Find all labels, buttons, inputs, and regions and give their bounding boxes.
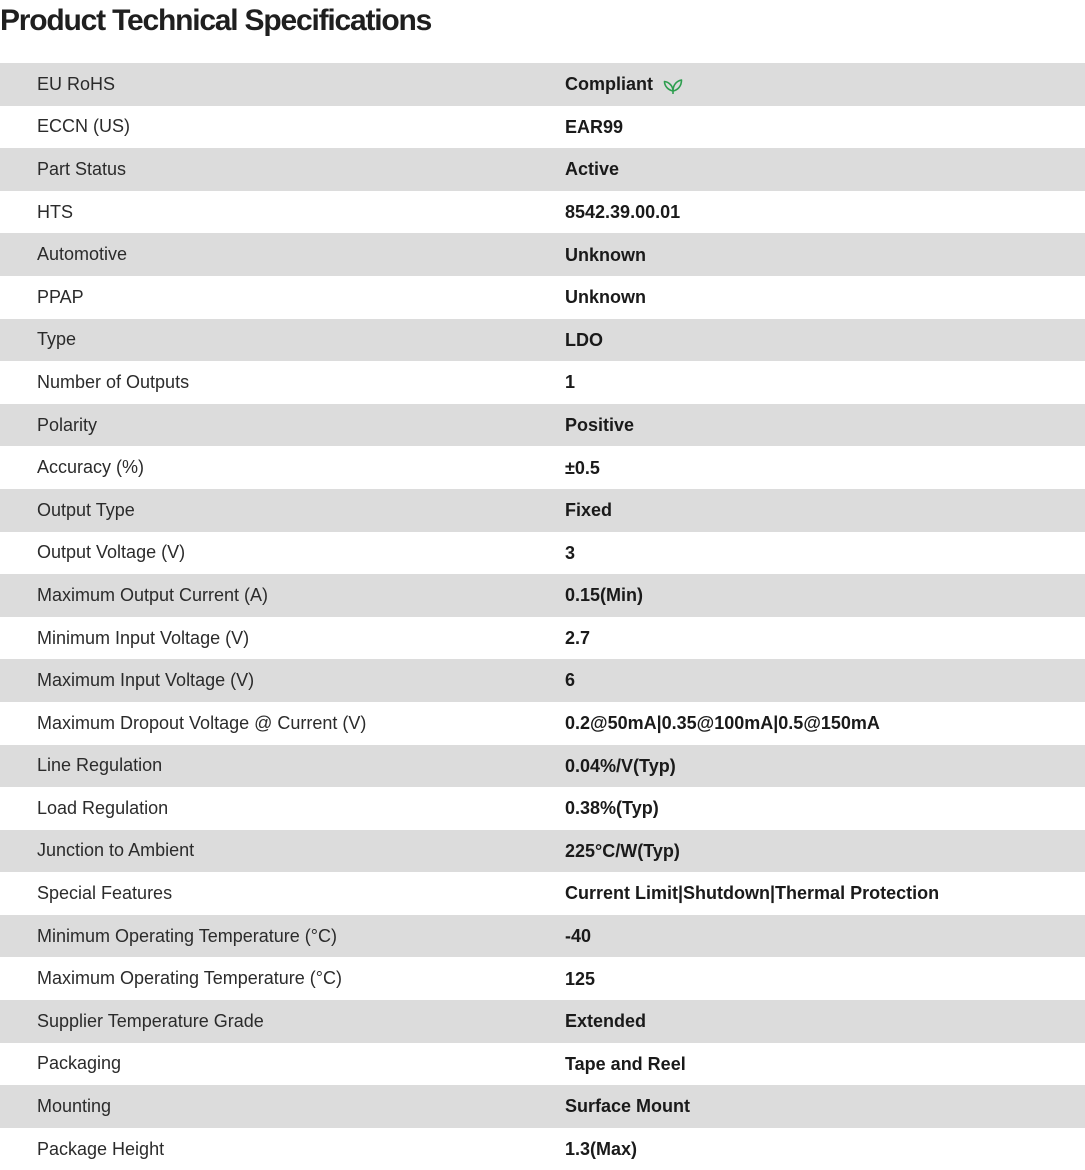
spec-value: 2.7 <box>565 627 591 648</box>
spec-row <box>0 233 1085 276</box>
spec-row <box>0 659 1085 702</box>
spec-row <box>0 872 1085 915</box>
spec-value-cell <box>565 446 1085 489</box>
spec-value-cell <box>565 617 1085 660</box>
spec-row <box>0 1128 1085 1170</box>
spec-label: Polarity <box>0 404 565 447</box>
spec-value-cell <box>565 702 1085 745</box>
spec-value: ±0.5 <box>565 457 600 478</box>
spec-value-cell <box>565 745 1085 788</box>
spec-value-cell <box>565 148 1085 191</box>
spec-row <box>0 63 1085 106</box>
spec-row <box>0 148 1085 191</box>
spec-value: Current Limit|Shutdown|Thermal Protection <box>565 883 940 904</box>
spec-label: EU RoHS <box>0 63 565 106</box>
spec-row <box>0 106 1085 149</box>
spec-label: Load Regulation <box>0 787 565 830</box>
leaf-icon <box>663 76 683 94</box>
spec-row <box>0 1000 1085 1043</box>
spec-row <box>0 446 1085 489</box>
spec-label: PPAP <box>0 276 565 319</box>
spec-value: Extended <box>565 1011 647 1032</box>
spec-value: 1 <box>565 372 576 393</box>
spec-row <box>0 361 1085 404</box>
spec-row <box>0 617 1085 660</box>
spec-value: 0.38%(Typ) <box>565 798 659 819</box>
spec-value: EAR99 <box>565 116 624 137</box>
spec-value-cell <box>565 276 1085 319</box>
spec-row <box>0 702 1085 745</box>
spec-value: LDO <box>565 329 603 350</box>
spec-value-cell <box>565 830 1085 873</box>
spec-label: HTS <box>0 191 565 234</box>
spec-table <box>0 63 1085 1170</box>
spec-value: 0.2@50mA|0.35@100mA|0.5@150mA <box>565 713 880 734</box>
spec-row <box>0 915 1085 958</box>
spec-label: Type <box>0 319 565 362</box>
spec-value-cell <box>565 532 1085 575</box>
spec-value-cell <box>565 787 1085 830</box>
spec-value: 3 <box>565 542 576 563</box>
spec-row <box>0 957 1085 1000</box>
spec-row <box>0 276 1085 319</box>
spec-value-cell <box>565 659 1085 702</box>
page-title: Product Technical Specifications <box>0 4 432 37</box>
spec-value: Active <box>565 159 620 180</box>
spec-value: 6 <box>565 670 576 691</box>
spec-value: 0.15(Min) <box>565 585 644 606</box>
spec-label: Maximum Operating Temperature (°C) <box>0 957 565 1000</box>
spec-label: Number of Outputs <box>0 361 565 404</box>
spec-row <box>0 1085 1085 1128</box>
spec-row <box>0 191 1085 234</box>
spec-row <box>0 404 1085 447</box>
spec-label: Supplier Temperature Grade <box>0 1000 565 1043</box>
spec-value-cell <box>565 1000 1085 1043</box>
spec-value: 225°C/W(Typ) <box>565 840 680 861</box>
spec-value-cell <box>565 361 1085 404</box>
spec-value: Fixed <box>565 500 613 521</box>
spec-row <box>0 489 1085 532</box>
spec-value-cell <box>565 1043 1085 1086</box>
spec-row <box>0 574 1085 617</box>
spec-value: -40 <box>565 926 592 947</box>
spec-value-cell <box>565 1128 1085 1170</box>
spec-label: Line Regulation <box>0 745 565 788</box>
spec-label: Package Height <box>0 1128 565 1170</box>
spec-label: Minimum Operating Temperature (°C) <box>0 915 565 958</box>
spec-value-cell <box>565 574 1085 617</box>
spec-value: Positive <box>565 414 635 435</box>
spec-label: Accuracy (%) <box>0 446 565 489</box>
spec-label: ECCN (US) <box>0 106 565 149</box>
spec-label: Output Type <box>0 489 565 532</box>
spec-row <box>0 1043 1085 1086</box>
spec-value-cell <box>565 233 1085 276</box>
spec-value: Unknown <box>565 244 646 265</box>
spec-value-cell <box>565 872 1085 915</box>
spec-value: 8542.39.00.01 <box>565 201 681 222</box>
spec-label: Output Voltage (V) <box>0 532 565 575</box>
spec-value: 1.3(Max) <box>565 1139 638 1160</box>
spec-label: Automotive <box>0 233 565 276</box>
spec-label: Maximum Input Voltage (V) <box>0 659 565 702</box>
spec-row <box>0 830 1085 873</box>
spec-label: Mounting <box>0 1085 565 1128</box>
spec-label: Minimum Input Voltage (V) <box>0 617 565 660</box>
spec-value: 0.04%/V(Typ) <box>565 755 676 776</box>
spec-value-cell <box>565 489 1085 532</box>
spec-value-cell <box>565 915 1085 958</box>
spec-value: Compliant <box>565 74 653 95</box>
spec-value: Tape and Reel <box>565 1053 686 1074</box>
spec-row <box>0 787 1085 830</box>
spec-value-cell <box>565 404 1085 447</box>
spec-value-cell <box>565 1085 1085 1128</box>
spec-value-cell <box>565 319 1085 362</box>
spec-row <box>0 745 1085 788</box>
spec-label: Maximum Output Current (A) <box>0 574 565 617</box>
spec-value: Unknown <box>565 287 646 308</box>
spec-row <box>0 319 1085 362</box>
spec-table-body <box>0 63 1085 1170</box>
spec-label: Part Status <box>0 148 565 191</box>
spec-label: Packaging <box>0 1043 565 1086</box>
spec-value-cell <box>565 191 1085 234</box>
spec-value: 125 <box>565 968 596 989</box>
spec-label: Special Features <box>0 872 565 915</box>
spec-row <box>0 532 1085 575</box>
spec-label: Junction to Ambient <box>0 830 565 873</box>
spec-label: Maximum Dropout Voltage @ Current (V) <box>0 702 565 745</box>
spec-value: Surface Mount <box>565 1096 691 1117</box>
spec-value-cell <box>565 957 1085 1000</box>
spec-value-cell <box>565 106 1085 149</box>
spec-value-cell <box>565 63 1085 106</box>
